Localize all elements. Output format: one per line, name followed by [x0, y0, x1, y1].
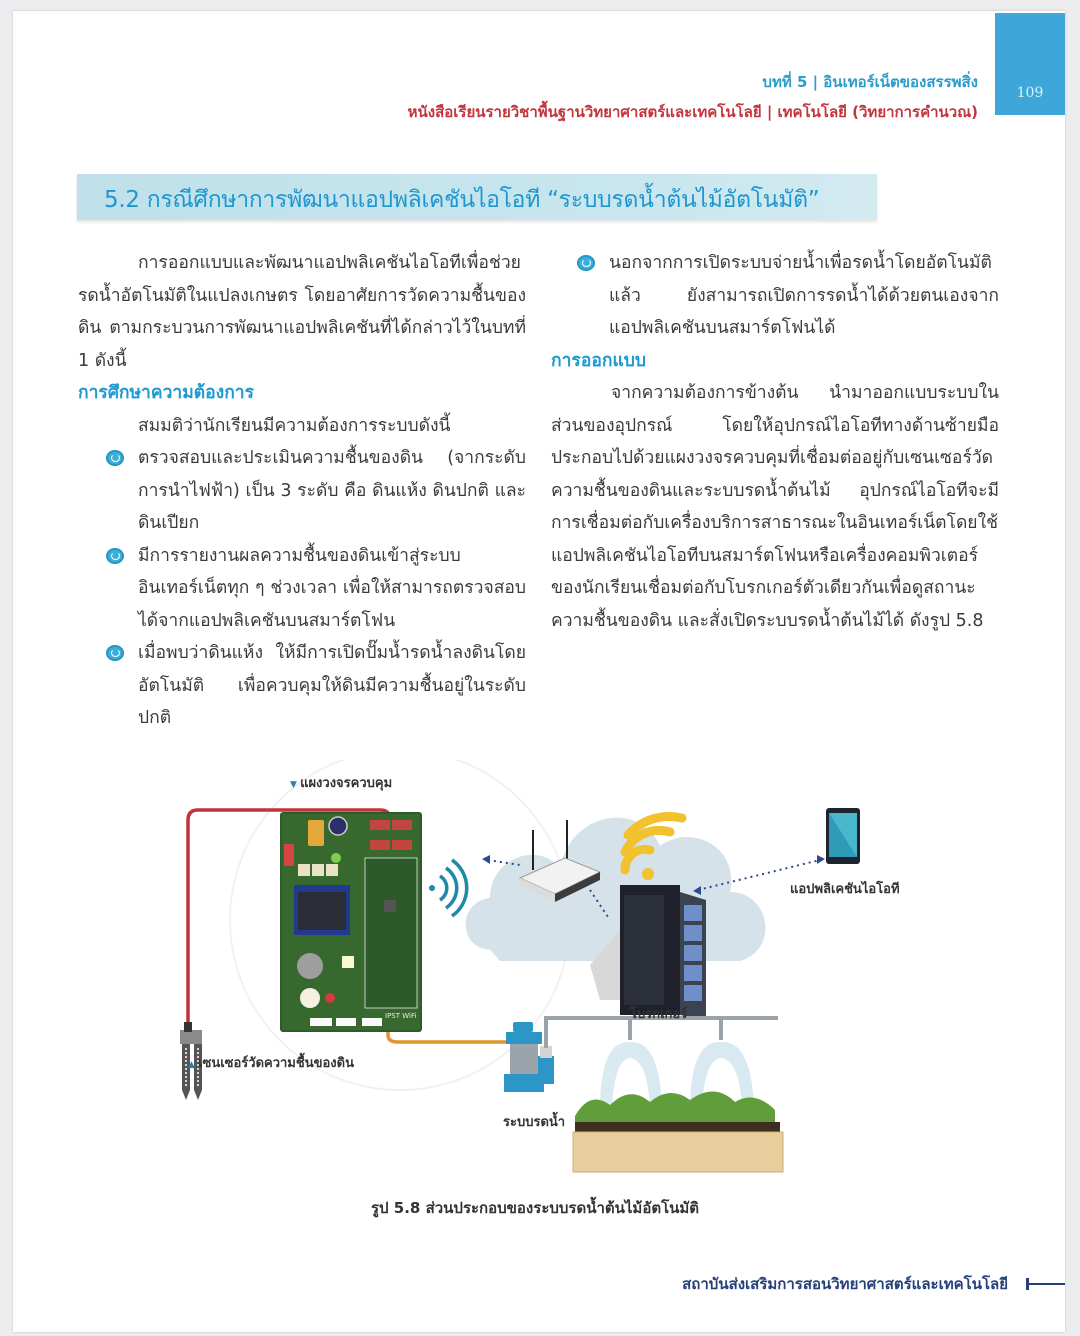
figure-5-8 — [170, 760, 930, 1190]
footer-rule — [1026, 1283, 1065, 1285]
svg-text:IPST WiFi: IPST WiFi — [385, 1012, 417, 1020]
intro-paragraph: การออกแบบและพัฒนาแอปพลิเคชันไอโอทีเพื่อช่วยรดน้ำอัตโนมัติในแปลงเกษตร โดยอาศัยการวัดความชื้นของดิน ตามกระบวนการพัฒนาแอปพลิเคชันที่ได้กล่าวไว้ในบทที่ 1 ดังนี้ — [78, 253, 526, 371]
bullet-text: นอกจากการเปิดระบบจ่ายน้ำเพื่อรดน้ำโดยอัตโนมัติแล้ว ยังสามารถเปิดการรดน้ำได้ด้วยตนเองจากแอปพลิเคชันบนสมาร์ตโฟนได้ — [609, 253, 999, 338]
footer-publisher: สถาบันส่งเสริมการสอนวิทยาศาสตร์และเทคโนโลยี — [682, 1275, 1008, 1293]
wifi-signal-icon — [429, 860, 467, 916]
control-board-icon — [280, 812, 422, 1032]
right-column — [551, 247, 999, 637]
label-control-board: ▼ แผงวงจรควบคุม — [290, 772, 392, 793]
figure-caption: รูป 5.8 ส่วนประกอบของระบบรดน้ำต้นไม้อัตโนมัติ — [371, 1199, 700, 1217]
subheading-design: การออกแบบ — [551, 350, 646, 371]
planter-box-icon — [573, 1091, 783, 1172]
bullet-text: มีการรายงานผลความชื้นของดินเข้าสู่ระบบอินเทอร์เน็ตทุก ๆ ช่วงเวลา เพื่อให้สามารถตรวจสอบได้จากแอปพลิเคชันบนสมาร์ตโฟน — [138, 545, 526, 631]
bullet-icon — [106, 645, 124, 661]
tablet-icon — [826, 808, 860, 864]
list-item — [78, 637, 526, 735]
bullet-icon — [106, 548, 124, 564]
list-item — [78, 540, 526, 638]
label-soil-sensor: ▲ เซนเซอร์วัดความชื้นของดิน — [188, 1052, 354, 1073]
subheading-requirements: การศึกษาความต้องการ — [78, 383, 255, 403]
bullet-icon — [577, 255, 595, 271]
bullet-icon — [106, 450, 124, 466]
bullet-text: ตรวจสอบและประเมินความชื้นของดิน (จากระดับการนำไฟฟ้า) เป็น 3 ระดับ คือ ดินแห้ง ดินปกติ และดินเปียก — [138, 448, 526, 533]
page-number: 109 — [1016, 85, 1044, 101]
design-paragraph: จากความต้องการข้างต้น นำมาออกแบบระบบในส่วนของอุปกรณ์ โดยให้อุปกรณ์ไอโอทีทางด้านซ้ายมือประกอบไปด้วยแผงวงจรควบคุมที่เชื่อมต่ออยู่กับเซนเซอร์วัดความชื้นของดินและระบบรดน้ำต้นไม้ อุปกรณ์ไอโอทีจะมีการเชื่อมต่อกับเครื่องบริการสาธารณะในอินเทอร์เน็ตโดยใช้แอปพลิเคชันไอโอทีบนสมาร์ตโฟนหรือเครื่องคอมพิวเตอร์ของนักเรียนเชื่อมต่อกับโบรกเกอร์ตัวเดียวกันเพื่อดูสถานะความชื้นของดิน และสั่งเปิดระบบรดน้ำต้นไม้ได้ ดังรูป 5.8 — [551, 383, 999, 631]
assumption-text: สมมติว่านักเรียนมีความต้องการระบบดังนี้ — [138, 415, 451, 436]
label-watering-system: ระบบรดน้ำ — [503, 1115, 566, 1130]
section-title: 5.2 กรณีศึกษาการพัฒนาแอปพลิเคชันไอโอที “ระบบรดน้ำต้นไม้อัตโนมัติ” — [104, 187, 820, 213]
running-header-chapter: บทที่ 5 | อินเทอร์เน็ตของสรรพสิ่ง — [762, 73, 978, 91]
list-item — [551, 247, 999, 345]
list-item — [78, 442, 526, 540]
label-iot-app: แอปพลิเคชันไอโอที — [790, 882, 900, 897]
running-header-book: หนังสือเรียนรายวิชาพื้นฐานวิทยาศาสตร์และเทคโนโลยี | เทคโนโลยี (วิทยาการคำนวณ) — [407, 103, 978, 121]
page-number-tab — [995, 13, 1065, 115]
left-column — [78, 247, 526, 735]
label-broker: โบรกเกอร์ — [630, 1007, 688, 1022]
section-banner — [77, 174, 877, 220]
bullet-text: เมื่อพบว่าดินแห้ง ให้มีการเปิดปั๊มน้ำรดน้ำลงดินโดยอัตโนมัติ เพื่อควบคุมให้ดินมีความชื้นอยู่ในระดับปกติ — [138, 643, 526, 728]
